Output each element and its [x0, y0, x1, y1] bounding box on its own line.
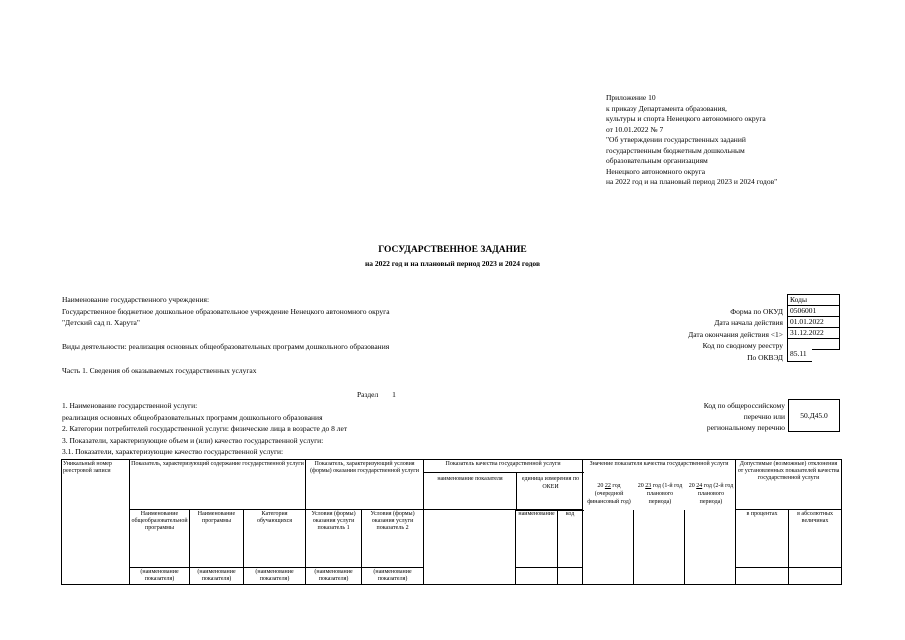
year-3-prefix: 20 — [688, 483, 695, 489]
okved-value: 85.11 — [787, 349, 812, 362]
quality-heading: 3.1. Показатели, характеризующие качество государственной услуги: — [62, 447, 284, 456]
header-deviation: Допустимые (возможные) отклонения от установленных показателей качества государственной услуги — [736, 460, 842, 510]
sub-indicator-name: наименование показателя — [424, 472, 516, 485]
year-1-prefix: 20 — [597, 483, 604, 489]
end-date-label: Дата окончания действия <1> — [688, 330, 783, 339]
col-indicator-name — [424, 510, 516, 568]
col-program-type: Наименование общеобразовательной программы — [130, 510, 190, 568]
registry-code-value: 50.Д45.0 — [788, 399, 840, 432]
appendix-block — [606, 93, 777, 188]
col-condition-2: Условия (формы) оказания услуги показатель 2 — [362, 510, 424, 568]
empty-cell — [685, 568, 736, 585]
registry-code-label-1: Код по общероссийскому — [703, 401, 785, 410]
col-program-name: Наименование программы — [190, 510, 244, 568]
col-deviation-percent: в процентах — [736, 510, 789, 568]
empty-cell — [634, 510, 685, 568]
section-number: 1 — [392, 390, 396, 399]
header-unique-number: Уникальный номер реестровой записи — [62, 460, 130, 510]
col-note: (наименование показателя) — [244, 568, 306, 585]
empty-cell — [424, 568, 516, 585]
appendix-line: культуры и спорта Ненецкого автономного округа — [606, 114, 766, 123]
year-1 — [584, 482, 634, 506]
col-note: (наименование показателя) — [362, 568, 424, 585]
col-note: (наименование показателя) — [306, 568, 362, 585]
part1-heading: Часть 1. Сведения об оказываемых государственных услугах — [62, 366, 257, 375]
header-values: Значение показателя качества государственной услуги — [583, 460, 736, 510]
appendix-line: государственным бюджетным дошкольным — [606, 145, 745, 155]
appendix-line: "Об утверждении государственных заданий — [606, 135, 746, 144]
header-quality: Показатель качества государственной услуги — [424, 460, 583, 510]
service-name: реализация основных общеобразовательных программ дошкольного образования — [62, 413, 323, 422]
registry-code-label-2: перечню или — [743, 412, 785, 421]
codes-header: Коды — [787, 294, 840, 306]
year-1-suffix: 22 — [604, 483, 611, 489]
header-conditions: Показатель, характеризующий условия (формы) оказания государственной услуги — [306, 460, 424, 510]
col-deviation-absolute: в абсолютных величинах — [789, 510, 842, 568]
start-date-label: Дата начала действия — [714, 318, 783, 327]
section-label — [357, 390, 396, 400]
page-title: ГОСУДАРСТВЕННОЕ ЗАДАНИЕ — [378, 245, 527, 255]
institution-name-line1: Государственное бюджетное дошкольное образовательное учреждение Ненецкого автономного округа — [62, 307, 390, 316]
year-2-suffix: 23 — [645, 483, 652, 489]
col-unit-name: наименование — [516, 510, 558, 568]
activity-type: Виды деятельности: реализация основных общеобразовательных программ дошкольного образования — [62, 342, 390, 351]
year-1-desc: год (очередной финансовый год) — [587, 483, 631, 505]
consumer-category: 2. Категории потребителей государственной услуги: физические лица в возрасте до 8 лет — [62, 424, 348, 433]
empty-cell — [685, 510, 736, 568]
appendix-line: на 2022 год и на плановый период 2023 и 2024 годов" — [606, 177, 778, 186]
sub-unit: единица измерения по ОКЕИ — [516, 472, 584, 511]
appendix-line: Ненецкого автономного округа — [606, 166, 706, 176]
col-note: (наименование показателя) — [130, 568, 190, 585]
appendix-line: Приложение 10 — [606, 93, 656, 102]
okud-value: 0506001 — [787, 305, 840, 317]
year-2-prefix: 20 — [637, 483, 644, 489]
page-subtitle: на 2022 год и на плановый период 2023 и 2024 годов — [364, 259, 541, 268]
institution-name-line2: "Детский сад п. Харута" — [62, 318, 140, 327]
appendix-line: к приказу Департамента образования, — [606, 103, 727, 113]
empty-cell — [789, 568, 842, 585]
year-3 — [686, 482, 736, 506]
col-note: (наименование показателя) — [190, 568, 244, 585]
start-date-value: 01.01.2022 — [787, 316, 840, 328]
service-name-label: 1. Наименование государственной услуги: — [62, 401, 198, 410]
year-2-desc: год (1-й год планового периода) — [646, 483, 683, 505]
section-word: Раздел — [357, 390, 379, 399]
empty-cell — [62, 510, 130, 568]
empty-cell — [736, 568, 789, 585]
col-student-category: Категория обучающихся — [244, 510, 306, 568]
appendix-line: от 10.01.2022 № 7 — [606, 124, 664, 134]
header-content: Показатель, характеризующий содержание государственной услуги — [130, 460, 306, 510]
empty-cell — [583, 510, 634, 568]
empty-cell — [583, 568, 634, 585]
col-unit-code: код — [558, 510, 583, 568]
end-date-value: 31.12.2022 — [787, 327, 840, 339]
registry-code-label-3: региональному перечню — [706, 423, 785, 432]
empty-cell — [634, 568, 685, 585]
empty-cell — [62, 568, 130, 585]
registry-label: Код по сводному реестру — [702, 341, 783, 350]
indicators-heading: 3. Показатели, характеризующие объем и (или) качество государственной услуги: — [62, 436, 324, 445]
okud-label: Форма по ОКУД — [730, 307, 783, 316]
col-condition-1: Условия (формы) оказания услуги показатель 1 — [306, 510, 362, 568]
institution-label: Наименование государственного учреждения: — [62, 295, 210, 304]
year-3-suffix: 24 — [696, 483, 703, 489]
year-2 — [635, 482, 685, 506]
empty-cell — [516, 568, 558, 585]
appendix-line: образовательным организациям — [606, 156, 708, 165]
year-3-desc: год (2-й год планового периода) — [697, 483, 734, 505]
empty-cell — [558, 568, 583, 585]
okved-label: По ОКВЭД — [747, 353, 783, 362]
